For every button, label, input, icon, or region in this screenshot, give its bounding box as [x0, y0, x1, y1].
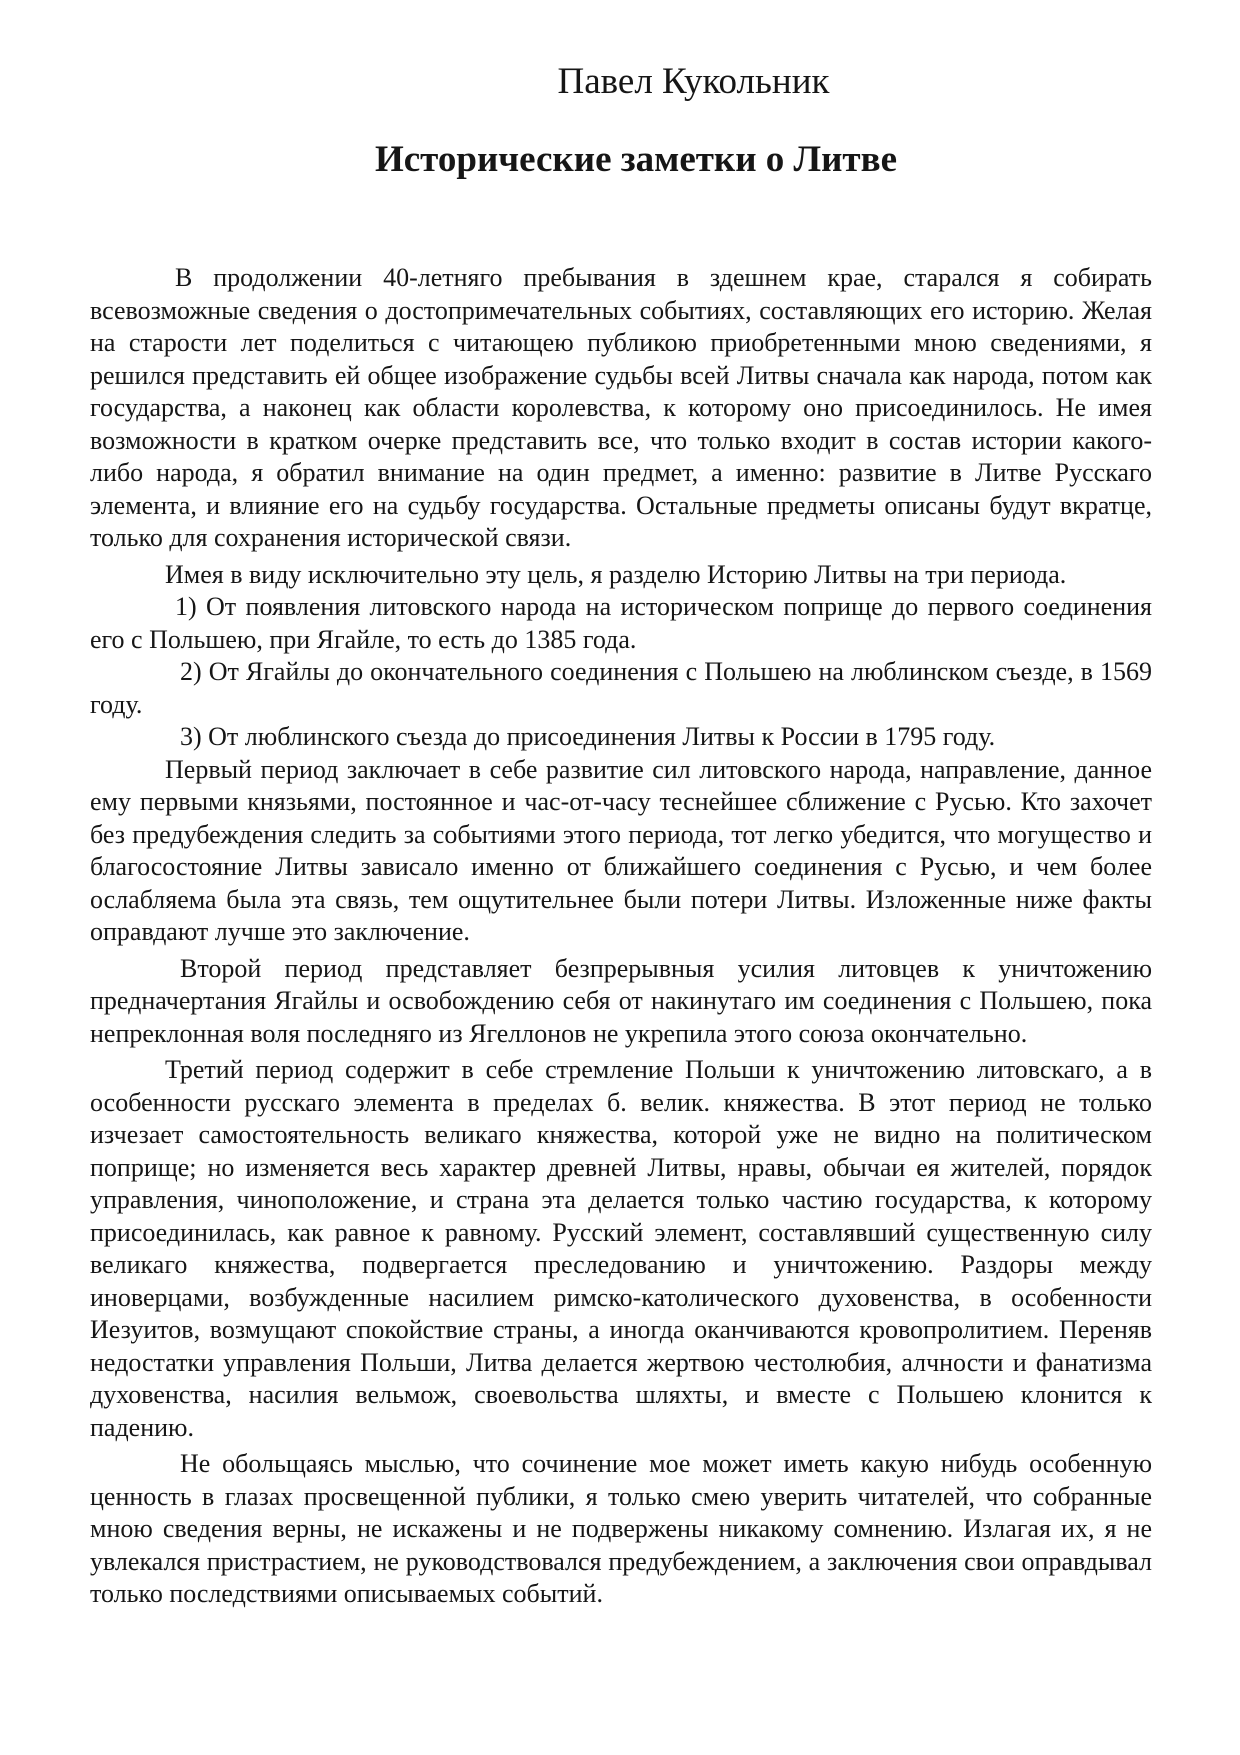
paragraph-conclusion: Не обольщаясь мыслью, что сочинение мое может иметь какую нибудь особенную ценность в глазах просвещенной публики, я только смею уверить читателей, что собранные мною сведения верны, не искажены и не подвержены никакому сомнению. Излагая их, я не увлекался пристрастием, не руководствовался предубеждением, а заключения свои оправдывал только последствиями описываемых событий.	[90, 1449, 1152, 1608]
document-body	[90, 262, 1152, 1611]
paragraph-introduction: В продолжении 40-летняго пребывания в здешнем крае, старался я собирать всевозможные сведения о достопримечательных событиях, составляющих его историю. Желая на старости лет поделиться с читающею публикою приобретенными мною сведениями, я решился представить ей общее изображение судьбы всей Литвы сначала как народа, потом как государства, а наконец как области королевства, к которому оно присоединилось. Не имея возможности в кратком очерке представить все, что только входит в состав истории какого-либо народа, я обратил внимание на один предмет, а именно: развитие в Литве Русскаго элемента, и влияние его на судьбу государства. Остальные предметы описаны будут вкратце, только для сохранения исторической связи.	[90, 263, 1152, 552]
paragraph-period-3: 3) От люблинского съезда до присоединения Литвы к России в 1795 году.	[180, 722, 996, 751]
paragraph-first-period: Первый период заключает в себе развитие сил литовского народа, направление, данное ему первыми князьями, постоянное и час-от-часу теснейшее сближение с Русью. Кто захочет без предубеждения следить за событиями этого периода, тот легко убедится, что могущество и благосостояние Литвы зависало именно от ближайшего соединения с Русью, и чем более ослабляема была эта связь, тем ощутительнее были потери Литвы. Изложенные ниже факты оправдают лучше это заключение.	[90, 754, 1152, 946]
paragraph-third-period: Третий период содержит в себе стремление Польши к уничтожению литовскаго, а в особенности русскаго элемента в пределах б. велик. княжества. В этот период не только изчезает самостоятельность великаго княжества, которой уже не видно на политическом поприще; но изменяется весь характер древней Литвы, нравы, обычаи ея жителей, порядок управления, чиноположение, и страна эта делается только частию государства, к которому присоединилась, как равное к равному. Русский элемент, составлявший существенную силу великаго княжества, подвергается преследованию и уничтожению. Раздоры между иноверцами, возбужденные насилием римско-католического духовенства, в особенности Иезуитов, возмущают спокойствие страны, а иногда оканчиваются кровопролитием. Переняв недостатки управления Польши, Литва делается жертвою честолюбия, алчности и фанатизма духовенства, насилия вельмож, своевольства шляхты, и вместе с Польшею клонится к падению.	[90, 1055, 1152, 1442]
document-page	[90, 52, 1152, 1611]
author-name: Павел Кукольник	[557, 61, 830, 102]
paragraph-period-1: 1) От появления литовского народа на историческом поприще до первого соединения его с Польшею, при Ягайле, то есть до 1385 года.	[90, 592, 1152, 654]
paragraph-period-2: 2) От Ягайлы до окончательного соединения с Польшею на люблинском съезде, в 1569 году.	[90, 657, 1152, 719]
paragraph-periods-intro: Имея в виду исключительно эту цель, я разделю Историю Литвы на три периода.	[165, 559, 1067, 589]
paragraph-second-period: Второй период представляет безпрерывныя усилия литовцев к уничтожению предначертания Ягайлы и освобождению себя от накинутаго им соединения с Польшею, пока непреклонная воля последняго из Ягеллонов не укрепила этого союза окончательно.	[90, 953, 1152, 1048]
document-title: Исторические заметки о Литве	[374, 139, 898, 180]
